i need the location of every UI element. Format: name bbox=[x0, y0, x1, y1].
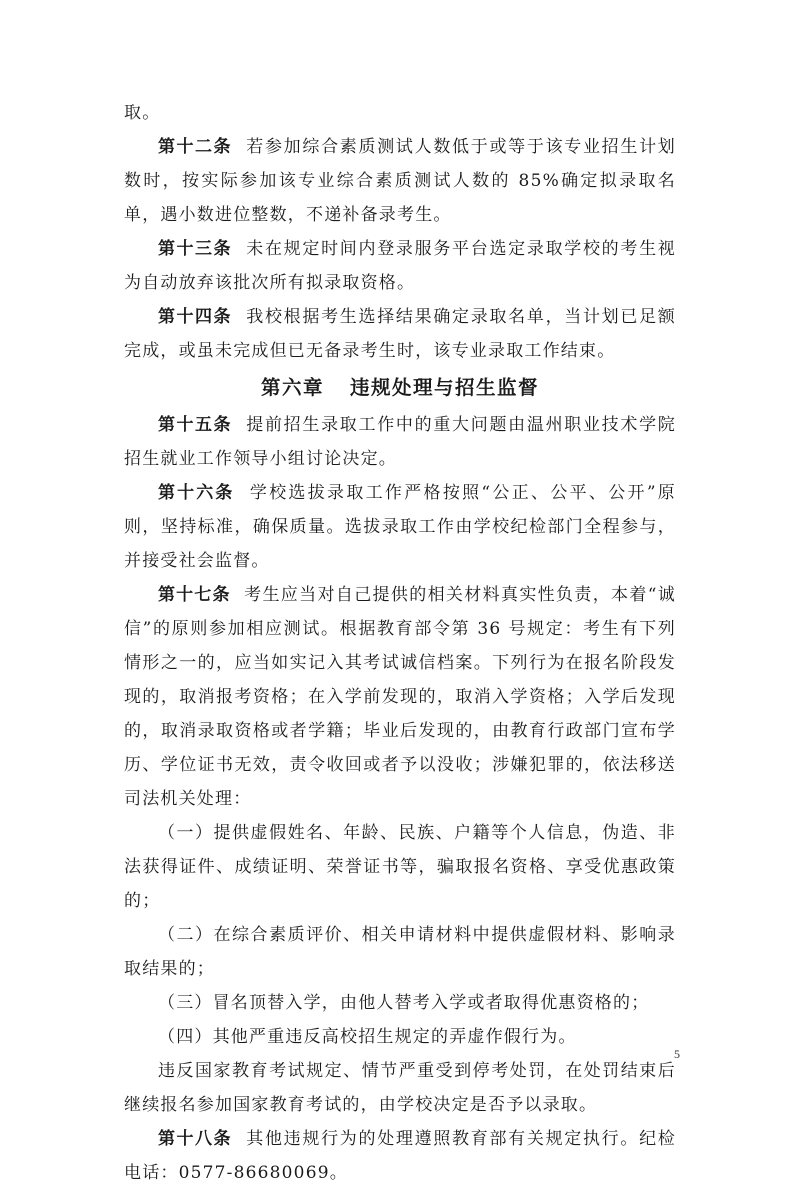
article-16 bbox=[124, 476, 676, 578]
article-text: 我校根据考生选择结果确定录取名单，当计划已足额完成，或虽未完成但已无备录考生时，该专业录取工作结束。 bbox=[124, 307, 676, 361]
article-17 bbox=[124, 578, 676, 816]
list-item: （四）其他严重违反高校招生规定的弄虚作假行为。 bbox=[158, 1027, 577, 1047]
article-label: 第十八条 bbox=[158, 1129, 233, 1149]
article-text: 考生应当对自己提供的相关材料真实性负责，本着“诚信”的原则参加相应测试。根据教育部令第 36 号规定：考生有下列情形之一的，应当如实记入其考试诚信档案。下列行为在报名阶段发现的，取消报考资格；在入学前发现的，取消入学资格；入学后发现的，取消录取资格或者学籍；毕业后发现的，由教育行政部门宣布学历、学位证书无效，责令收回或者予以没收；涉嫌犯罪的，依法移送司法机关处理： bbox=[124, 585, 676, 809]
article-text: 未在规定时间内登录服务平台选定录取学校的考生视为自动放弃该批次所有拟录取资格。 bbox=[124, 239, 676, 293]
article-label: 第十二条 bbox=[158, 137, 233, 157]
continuation-line: 取。 bbox=[124, 103, 161, 123]
exam-ban-paragraph: 违反国家教育考试规定、情节严重受到停考处罚，在处罚结束后继续报名参加国家教育考试的，由学校决定是否予以录取。 bbox=[124, 1061, 676, 1115]
article-14 bbox=[124, 300, 676, 368]
article-label: 第十三条 bbox=[158, 239, 233, 259]
article-label: 第十六条 bbox=[158, 483, 235, 503]
chapter-title: 违规处理与招生监督 bbox=[350, 376, 540, 399]
list-item: （三）冒名顶替入学，由他人替考入学或者取得优惠资格的； bbox=[158, 993, 650, 1013]
article-13 bbox=[124, 232, 676, 300]
article-12 bbox=[124, 130, 676, 232]
article-label: 第十七条 bbox=[158, 585, 231, 605]
article-label: 第十四条 bbox=[158, 307, 233, 327]
page-number: 5 bbox=[674, 1047, 680, 1061]
article-18 bbox=[124, 1122, 676, 1190]
chapter-number: 第六章 bbox=[260, 376, 324, 399]
article-label: 第十五条 bbox=[158, 415, 233, 435]
article-text: 提前招生录取工作中的重大问题由温州职业技术学院招生就业工作领导小组讨论决定。 bbox=[124, 415, 676, 469]
article-text: 学校选拔录取工作严格按照“公正、公平、公开”原则，坚持标准，确保质量。选拔录取工作由学校纪检部门全程参与，并接受社会监督。 bbox=[124, 483, 677, 571]
article-text: 其他违规行为的处理遵照教育部有关规定执行。纪检电话：0577-86680069。 bbox=[124, 1129, 676, 1183]
chapter-heading bbox=[124, 371, 676, 405]
article-text: 若参加综合素质测试人数低于或等于该专业招生计划数时，按实际参加该专业综合素质测试人数的 85%确定拟录取名单，遇小数进位整数，不递补备录考生。 bbox=[124, 137, 676, 225]
document-page bbox=[124, 96, 676, 1190]
list-item: （二）在综合素质评价、相关申请材料中提供虚假材料、影响录取结果的； bbox=[124, 925, 676, 979]
article-15 bbox=[124, 408, 676, 476]
list-item: （一）提供虚假姓名、年龄、民族、户籍等个人信息，伪造、非法获得证件、成绩证明、荣誉证书等，骗取报名资格、享受优惠政策的； bbox=[124, 823, 676, 911]
